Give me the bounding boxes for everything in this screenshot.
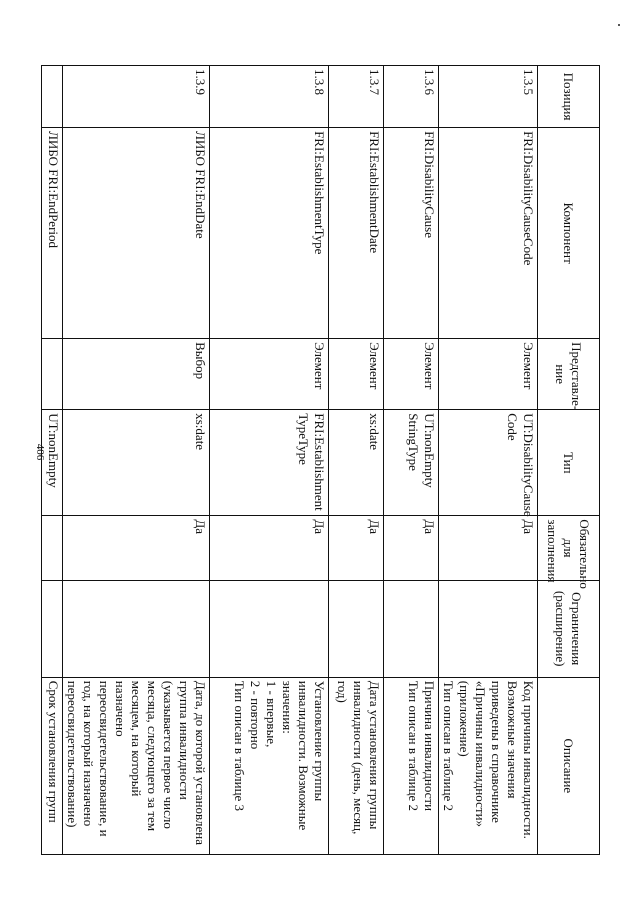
cell-description-line: назначено (113, 680, 128, 737)
cell-description (42, 677, 63, 854)
cell-description-line: Срок установления групп (46, 680, 61, 823)
header-col-required (538, 516, 600, 589)
page-number: 406 (34, 443, 46, 461)
cell-description-line: Тип описан в таблице 3 (232, 680, 247, 812)
cell-component: ЛИБО FRI:EndPeriod (42, 128, 63, 339)
cell-representation: Элемент (329, 339, 384, 410)
cell-position: 1.3.9 (63, 66, 210, 128)
cell-description (384, 677, 439, 854)
cell-required: Да (210, 516, 329, 580)
cell-description-line: 1 - впервые, (264, 680, 279, 748)
cell-component: ЛИБО FRI:EndDate (63, 128, 210, 339)
header-text: Компонент (561, 202, 577, 264)
cell-description-line: Дата установления группы (367, 680, 382, 830)
cell-description-line: значения: (280, 680, 295, 734)
table-body (42, 66, 538, 855)
table-row (42, 66, 63, 855)
cell-restrictions (210, 580, 329, 677)
cell-description-line: группа инвалидности (177, 680, 192, 800)
table-row (63, 66, 210, 855)
cell-description-line: Тип описан в таблице 2 (441, 680, 456, 812)
header-text: Представле- (569, 342, 585, 411)
cell-type-line: StringType (406, 413, 421, 471)
table-row (439, 66, 538, 855)
cell-description-line: (указывается первое число (161, 680, 176, 829)
header-col-position (538, 66, 600, 128)
header-col-restrictions (538, 580, 600, 677)
cell-type-line: TypeType (296, 413, 311, 465)
cell-description-line: приведены в справочнике (489, 680, 504, 823)
cell-description-line: месяца, следующего за тем (145, 680, 160, 832)
cell-representation: Элемент (210, 339, 329, 410)
cell-required: Да (63, 516, 210, 580)
cell-type-line: FRI:Establishment (312, 413, 327, 511)
cell-restrictions (42, 580, 63, 677)
cell-required: Да (439, 516, 538, 580)
cell-description (210, 677, 329, 854)
header-text: ние (553, 364, 569, 385)
cell-description-line: инвалидности. Возможные (296, 680, 311, 831)
header-col-description (538, 677, 600, 854)
cell-description (63, 677, 210, 854)
header-text: Обязательно (577, 519, 593, 589)
cell-component: FRI:EstablishmentType (210, 128, 329, 339)
cell-required: Да (329, 516, 384, 580)
cell-component: FRI:DisabilityCauseCode (439, 128, 538, 339)
cell-description-line: Причина инвалидности (422, 680, 437, 812)
cell-description-line: 2 - повторно (248, 680, 263, 750)
table-row (210, 66, 329, 855)
cell-position: 1.3.5 (439, 66, 538, 128)
table-header-row (538, 66, 600, 855)
cell-representation: Выбор (63, 339, 210, 410)
cell-type-line: UT:nonEmpty (422, 413, 437, 488)
header-text: заполнения (545, 519, 561, 583)
cell-description-line: месяцем, на который (129, 680, 144, 797)
table-row (329, 66, 384, 855)
cell-description-line: переосвидетельствование) (65, 680, 80, 828)
cell-restrictions (439, 580, 538, 677)
header-col-representation (538, 339, 600, 410)
components-table (41, 65, 600, 855)
cell-required (42, 516, 63, 580)
cell-position: 1.3.7 (329, 66, 384, 128)
cell-type-line: UT:DisabilityCause (521, 413, 536, 517)
cell-description-line: инвалидности (день, месяц, (351, 680, 366, 835)
cell-restrictions (63, 580, 210, 677)
cell-type (329, 410, 384, 516)
cell-type (63, 410, 210, 516)
cell-description-line: «Причины инвалидности» (473, 680, 488, 828)
header-text: для (561, 538, 577, 558)
cell-type (439, 410, 538, 516)
cell-type-line: xs:date (367, 413, 382, 451)
cell-representation: Элемент (439, 339, 538, 410)
cell-description-line: Дата, до которой установлена (193, 680, 208, 845)
header-col-component (538, 128, 600, 339)
cell-description-line: год) (335, 680, 350, 703)
cell-description-line: переосвидетельствование, и (97, 680, 112, 837)
cell-restrictions (329, 580, 384, 677)
cell-representation (42, 339, 63, 410)
header-text: Ограничения (569, 592, 585, 666)
cell-description-line: год, на который назначено (81, 680, 96, 827)
cell-type-line: UT:nonEmpty (46, 413, 61, 488)
header-text: Позиция (561, 72, 577, 121)
cell-type (42, 410, 63, 516)
cell-description-line: Тип описан в таблице 2 (406, 680, 421, 812)
scan-speck (618, 24, 620, 26)
cell-representation: Элемент (384, 339, 439, 410)
cell-component: FRI:EstablishmentDate (329, 128, 384, 339)
rotated-page-content (46, 65, 600, 855)
header-text: Тип (561, 452, 577, 474)
cell-type-line: Code (505, 413, 520, 441)
cell-type (384, 410, 439, 516)
cell-required: Да (384, 516, 439, 580)
header-col-type (538, 410, 600, 516)
cell-description-line: (приложение) (457, 680, 472, 757)
cell-description (439, 677, 538, 854)
cell-position: 1.3.8 (210, 66, 329, 128)
cell-restrictions (384, 580, 439, 677)
cell-type-line: xs:date (193, 413, 208, 451)
cell-description-line: Возможные значения (505, 680, 520, 799)
table-row (384, 66, 439, 855)
cell-description (329, 677, 384, 854)
header-text: (расширение) (553, 590, 569, 667)
cell-description-line: Код причины инвалидности. (521, 680, 536, 839)
cell-component: FRI:DisabilityCause (384, 128, 439, 339)
cell-type (210, 410, 329, 516)
cell-position (42, 66, 63, 128)
cell-description-line: Установление группы (312, 680, 327, 802)
header-text: Описание (561, 738, 577, 794)
cell-position: 1.3.6 (384, 66, 439, 128)
